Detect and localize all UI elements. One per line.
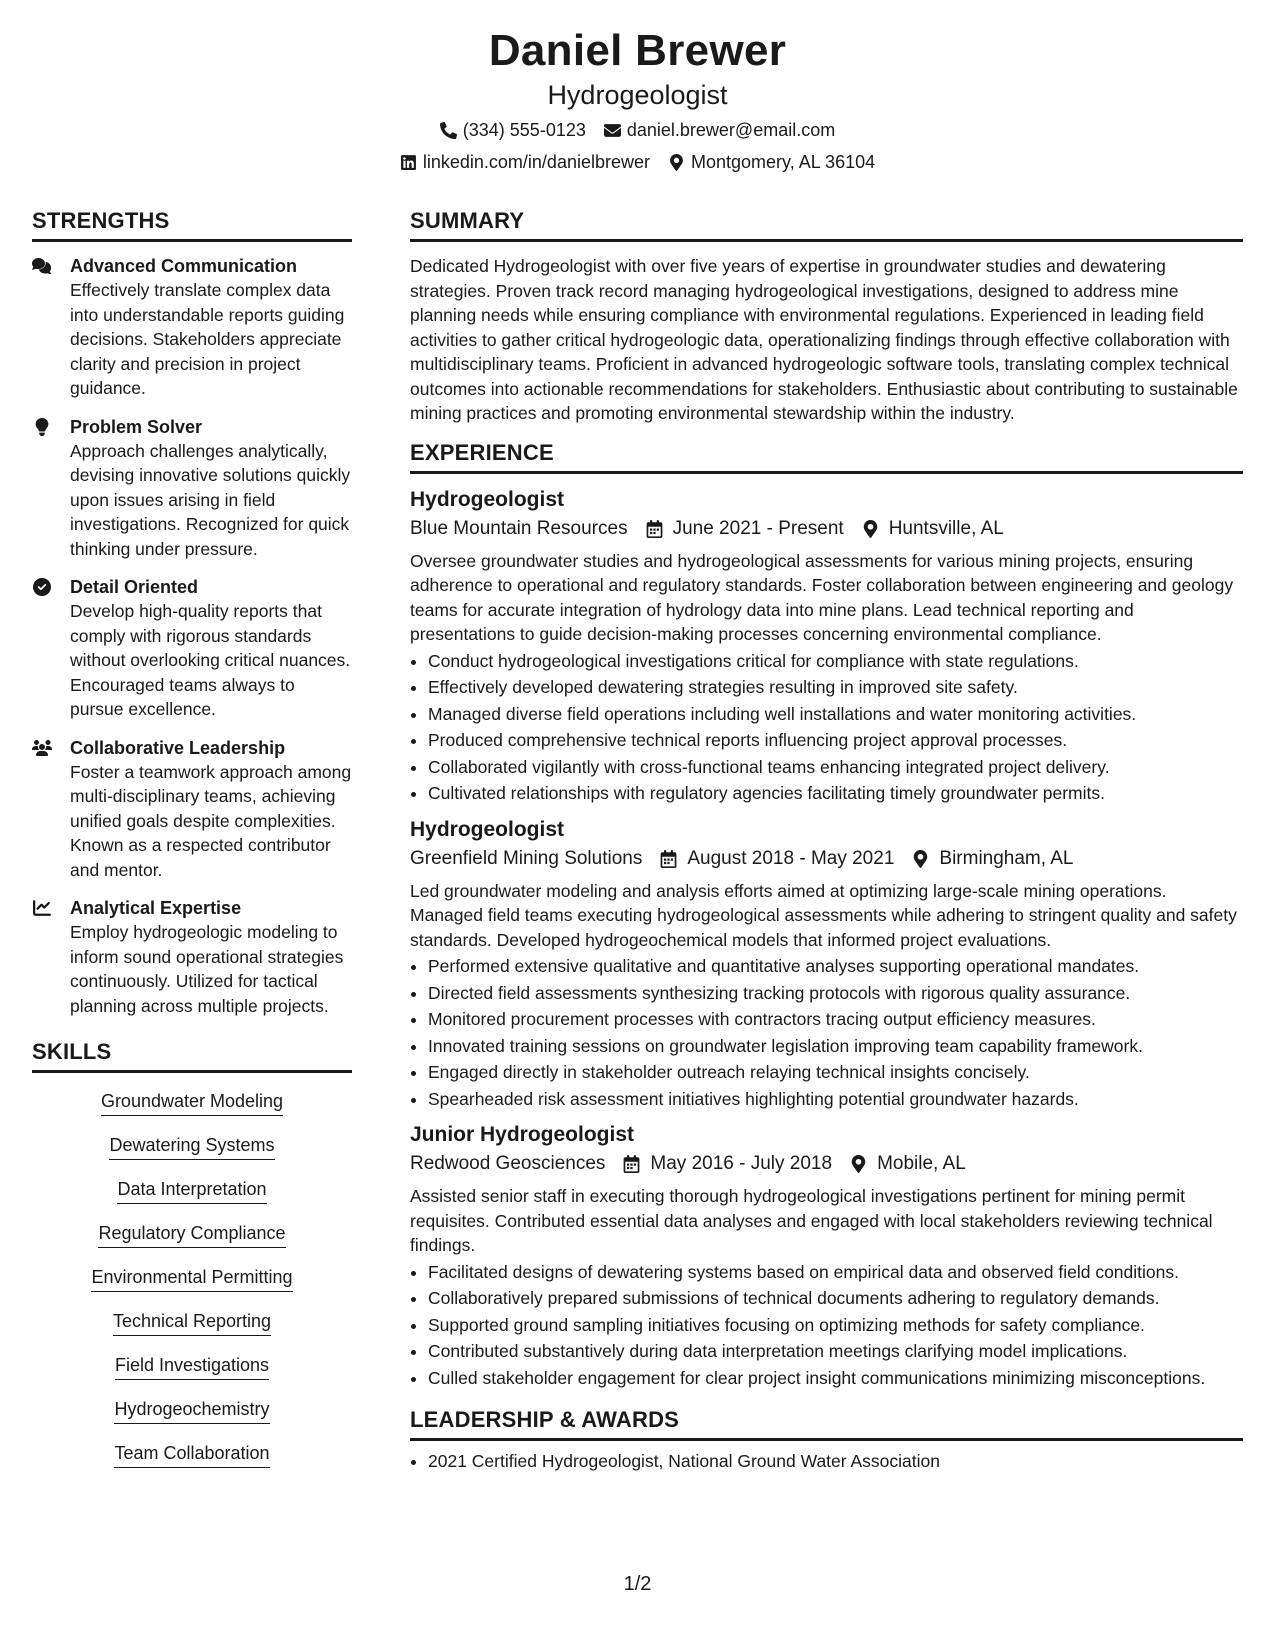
- job-bullet: • Directed field assessments synthesizing tracking protocols with rigorous quality assurance.: [428, 981, 1243, 1006]
- strength-item: [32, 575, 352, 722]
- phone-text: (334) 555-0123: [462, 120, 586, 140]
- candidate-title: Hydrogeologist: [547, 80, 728, 110]
- skill-label: Hydrogeochemistry: [114, 1397, 269, 1424]
- job-company: Redwood Geosciences: [410, 1153, 606, 1174]
- job-description: Led groundwater modeling and analysis efforts aimed at optimizing large-scale mining operations. Managed field teams executing hydrogeological assessments while adhering to stringent quality and safety standards. Developed hydrogeochemical models that informed project evaluations.: [410, 880, 1237, 950]
- job-bullets: [410, 1260, 1243, 1391]
- skill-label: Data Interpretation: [117, 1177, 266, 1204]
- contact-email[interactable]: [604, 119, 835, 141]
- job-company: Blue Mountain Resources: [410, 517, 628, 539]
- strength-item: [32, 736, 352, 883]
- contact-location: [668, 151, 875, 173]
- left-column: [32, 207, 352, 1485]
- job-entry: [410, 816, 1243, 1112]
- strength-desc: Develop high-quality reports that comply with rigorous standards without overlooking critical nuances. Encouraged teams always to pursue excellence.: [70, 601, 351, 719]
- summary-text: Dedicated Hydrogeologist with over five years of expertise in groundwater studies and dewatering strategies. Proven track record managing hydrogeological investigations, designed to address mine planning needs while ensuring compliance with environmental regulations. Experienced in leading field activities to gather critical hydrogeologic data, operationalizing findings through effective collaboration with multidisciplinary teams. Proficient in advanced hydrogeologic software tools, translating complex technical outcomes into actionable recommendations for stakeholders. Enthusiastic about contributing to sustainable mining practices and promoting environmental stewardship within the industry.: [410, 256, 1238, 423]
- contact-phone: [440, 119, 586, 141]
- skills-list: [32, 1089, 352, 1468]
- strength-title: Analytical Expertise: [70, 898, 242, 918]
- strengths-heading: STRENGTHS: [32, 207, 352, 242]
- job-description: Assisted senior staff in executing thorough hydrogeological investigations pertinent for mining permit requisites. Contributed essential data analyses and engaged with local stakeholders reviewing technical findings.: [410, 1186, 1213, 1255]
- right-column: [410, 207, 1243, 1476]
- job-bullet: • Supported ground sampling initiatives focusing on optimizing methods for safety compliance.: [428, 1313, 1243, 1338]
- job-bullet: • Managed diverse field operations including well installations and water monitoring activities.: [428, 702, 1243, 727]
- linkedin-icon: [400, 154, 417, 171]
- calendar-icon: [623, 1155, 640, 1173]
- job-bullets: [410, 954, 1243, 1111]
- skill-item: [32, 1177, 352, 1204]
- skill-label: Technical Reporting: [113, 1309, 271, 1336]
- map-marker-icon: [862, 520, 879, 538]
- contact-linkedin[interactable]: [400, 151, 650, 173]
- skill-item: [32, 1221, 352, 1248]
- strength-desc: Effectively translate complex data into understandable reports guiding decisions. Stakeholders appreciate clarity and precision in project guidance.: [70, 280, 345, 398]
- comments-icon: [32, 257, 52, 275]
- envelope-icon: [604, 122, 621, 139]
- job-bullet: • Collaboratively prepared submissions of technical documents adhering to regulatory demands.: [428, 1286, 1243, 1311]
- job-bullet: • Collaborated vigilantly with cross-functional teams enhancing integrated project delivery.: [428, 755, 1243, 780]
- job-bullets: [410, 649, 1243, 806]
- page-number: 1/2: [623, 1573, 652, 1595]
- job-title: Hydrogeologist: [410, 817, 565, 841]
- skill-item: [32, 1309, 352, 1336]
- job-bullet: • Produced comprehensive technical reports influencing project approval processes.: [428, 728, 1243, 753]
- job-bullet: • Spearheaded risk assessment initiatives highlighting potential groundwater hazards.: [428, 1087, 1243, 1112]
- skill-item: [32, 1397, 352, 1424]
- chart-line-icon: [32, 899, 52, 917]
- job-bullet: • Conduct hydrogeological investigations critical for compliance with state regulations.: [428, 649, 1243, 674]
- skill-item: [32, 1089, 352, 1116]
- skill-item: [32, 1265, 352, 1292]
- awards-list: [410, 1449, 1243, 1474]
- job-bullet: • Effectively developed dewatering strategies resulting in improved site safety.: [428, 675, 1243, 700]
- strength-title: Collaborative Leadership: [70, 737, 286, 758]
- job-location: Huntsville, AL: [888, 517, 1004, 539]
- calendar-icon: [660, 850, 677, 868]
- job-entry: [410, 486, 1243, 806]
- job-bullet: • Performed extensive qualitative and quantitative analyses supporting operational mandates.: [428, 954, 1243, 979]
- strength-title: Problem Solver: [70, 416, 203, 437]
- summary-heading: SUMMARY: [410, 207, 1243, 242]
- strength-desc: Approach challenges analytically, devising innovative solutions quickly upon issues arising in field investigations. Recognized for quick thinking under pressure.: [70, 440, 351, 559]
- strength-item: [32, 254, 352, 401]
- skill-label: Team Collaboration: [114, 1441, 269, 1468]
- strength-desc: Employ hydrogeologic modeling to inform sound operational strategies continuously. Utilized for tactical planning across multiple projects.: [70, 922, 344, 1016]
- strength-title: Detail Oriented: [70, 577, 199, 597]
- email-link[interactable]: daniel.brewer@email.com: [626, 120, 836, 140]
- job-dates: August 2018 - May 2021: [687, 847, 895, 869]
- map-marker-icon: [850, 1155, 867, 1173]
- job-location: Birmingham, AL: [939, 847, 1074, 869]
- job-meta: [410, 1149, 1243, 1179]
- skill-item: [32, 1133, 352, 1160]
- job-meta: [410, 514, 1243, 544]
- map-marker-icon: [668, 154, 685, 171]
- job-dates: May 2016 - July 2018: [650, 1153, 833, 1174]
- job-company: Greenfield Mining Solutions: [410, 847, 643, 869]
- job-bullet: • Cultivated relationships with regulatory agencies facilitating timely groundwater permits.: [428, 781, 1243, 806]
- contact-row-2: [0, 151, 1275, 173]
- job-bullet: • Culled stakeholder engagement for clear project insight communications minimizing misconceptions.: [428, 1366, 1243, 1391]
- resume-header: [0, 20, 1275, 173]
- job-bullet: • Innovated training sessions on groundwater legislation improving team capability framework.: [428, 1034, 1243, 1059]
- experience-heading: EXPERIENCE: [410, 439, 1243, 474]
- job-dates: June 2021 - Present: [672, 517, 844, 539]
- users-icon: [32, 739, 52, 757]
- skill-item: [32, 1353, 352, 1380]
- map-marker-icon: [912, 850, 929, 868]
- strength-title: Advanced Communication: [70, 256, 298, 276]
- job-entry: [410, 1121, 1243, 1390]
- candidate-name: Daniel Brewer: [488, 26, 787, 75]
- awards-heading: LEADERSHIP & AWARDS: [410, 1406, 1243, 1441]
- job-bullet: • Facilitated designs of dewatering systems based on empirical data and observed field conditions.: [428, 1260, 1243, 1285]
- linkedin-link[interactable]: linkedin.com/in/danielbrewer: [422, 152, 650, 172]
- check-circle-icon: [32, 578, 52, 596]
- skill-label: Field Investigations: [115, 1353, 269, 1380]
- location-text: Montgomery, AL 36104: [691, 152, 876, 172]
- skills-heading: SKILLS: [32, 1038, 352, 1073]
- strength-item: [32, 896, 352, 1018]
- job-meta: [410, 844, 1243, 874]
- lightbulb-icon: [32, 418, 52, 436]
- job-bullet: • Engaged directly in stakeholder outreach relaying technical insights concisely.: [428, 1060, 1243, 1085]
- job-description: Oversee groundwater studies and hydrogeological assessments for various mining projects, ensuring adherence to operational and regulatory standards. Foster collaboration between engineering and geology teams for accurate integration of hydrology data into mine plans. Lead technical reporting and presentations to guide decision-making processes concerning environmental compliance.: [410, 550, 1234, 644]
- award-item: • 2021 Certified Hydrogeologist, National Ground Water Association: [428, 1449, 1243, 1474]
- skill-label: Environmental Permitting: [91, 1265, 292, 1292]
- strength-item: [32, 415, 352, 562]
- job-location: Mobile, AL: [877, 1153, 966, 1174]
- strength-desc: Foster a teamwork approach among multi-disciplinary teams, achieving unified goals despite complexities. Known as a respected contributor and mentor.: [70, 761, 352, 880]
- phone-icon: [440, 122, 457, 139]
- job-title: Junior Hydrogeologist: [410, 1123, 635, 1146]
- skill-item: [32, 1441, 352, 1468]
- calendar-icon: [646, 520, 663, 538]
- skill-label: Regulatory Compliance: [98, 1221, 285, 1248]
- job-bullet: • Contributed substantively during data interpretation meetings clarifying model implications.: [428, 1339, 1243, 1364]
- skill-label: Dewatering Systems: [109, 1133, 274, 1160]
- contact-row-1: [0, 119, 1275, 141]
- job-bullet: • Monitored procurement processes with contractors tracing output efficiency measures.: [428, 1007, 1243, 1032]
- skill-label: Groundwater Modeling: [101, 1089, 283, 1116]
- job-title: Hydrogeologist: [410, 487, 565, 511]
